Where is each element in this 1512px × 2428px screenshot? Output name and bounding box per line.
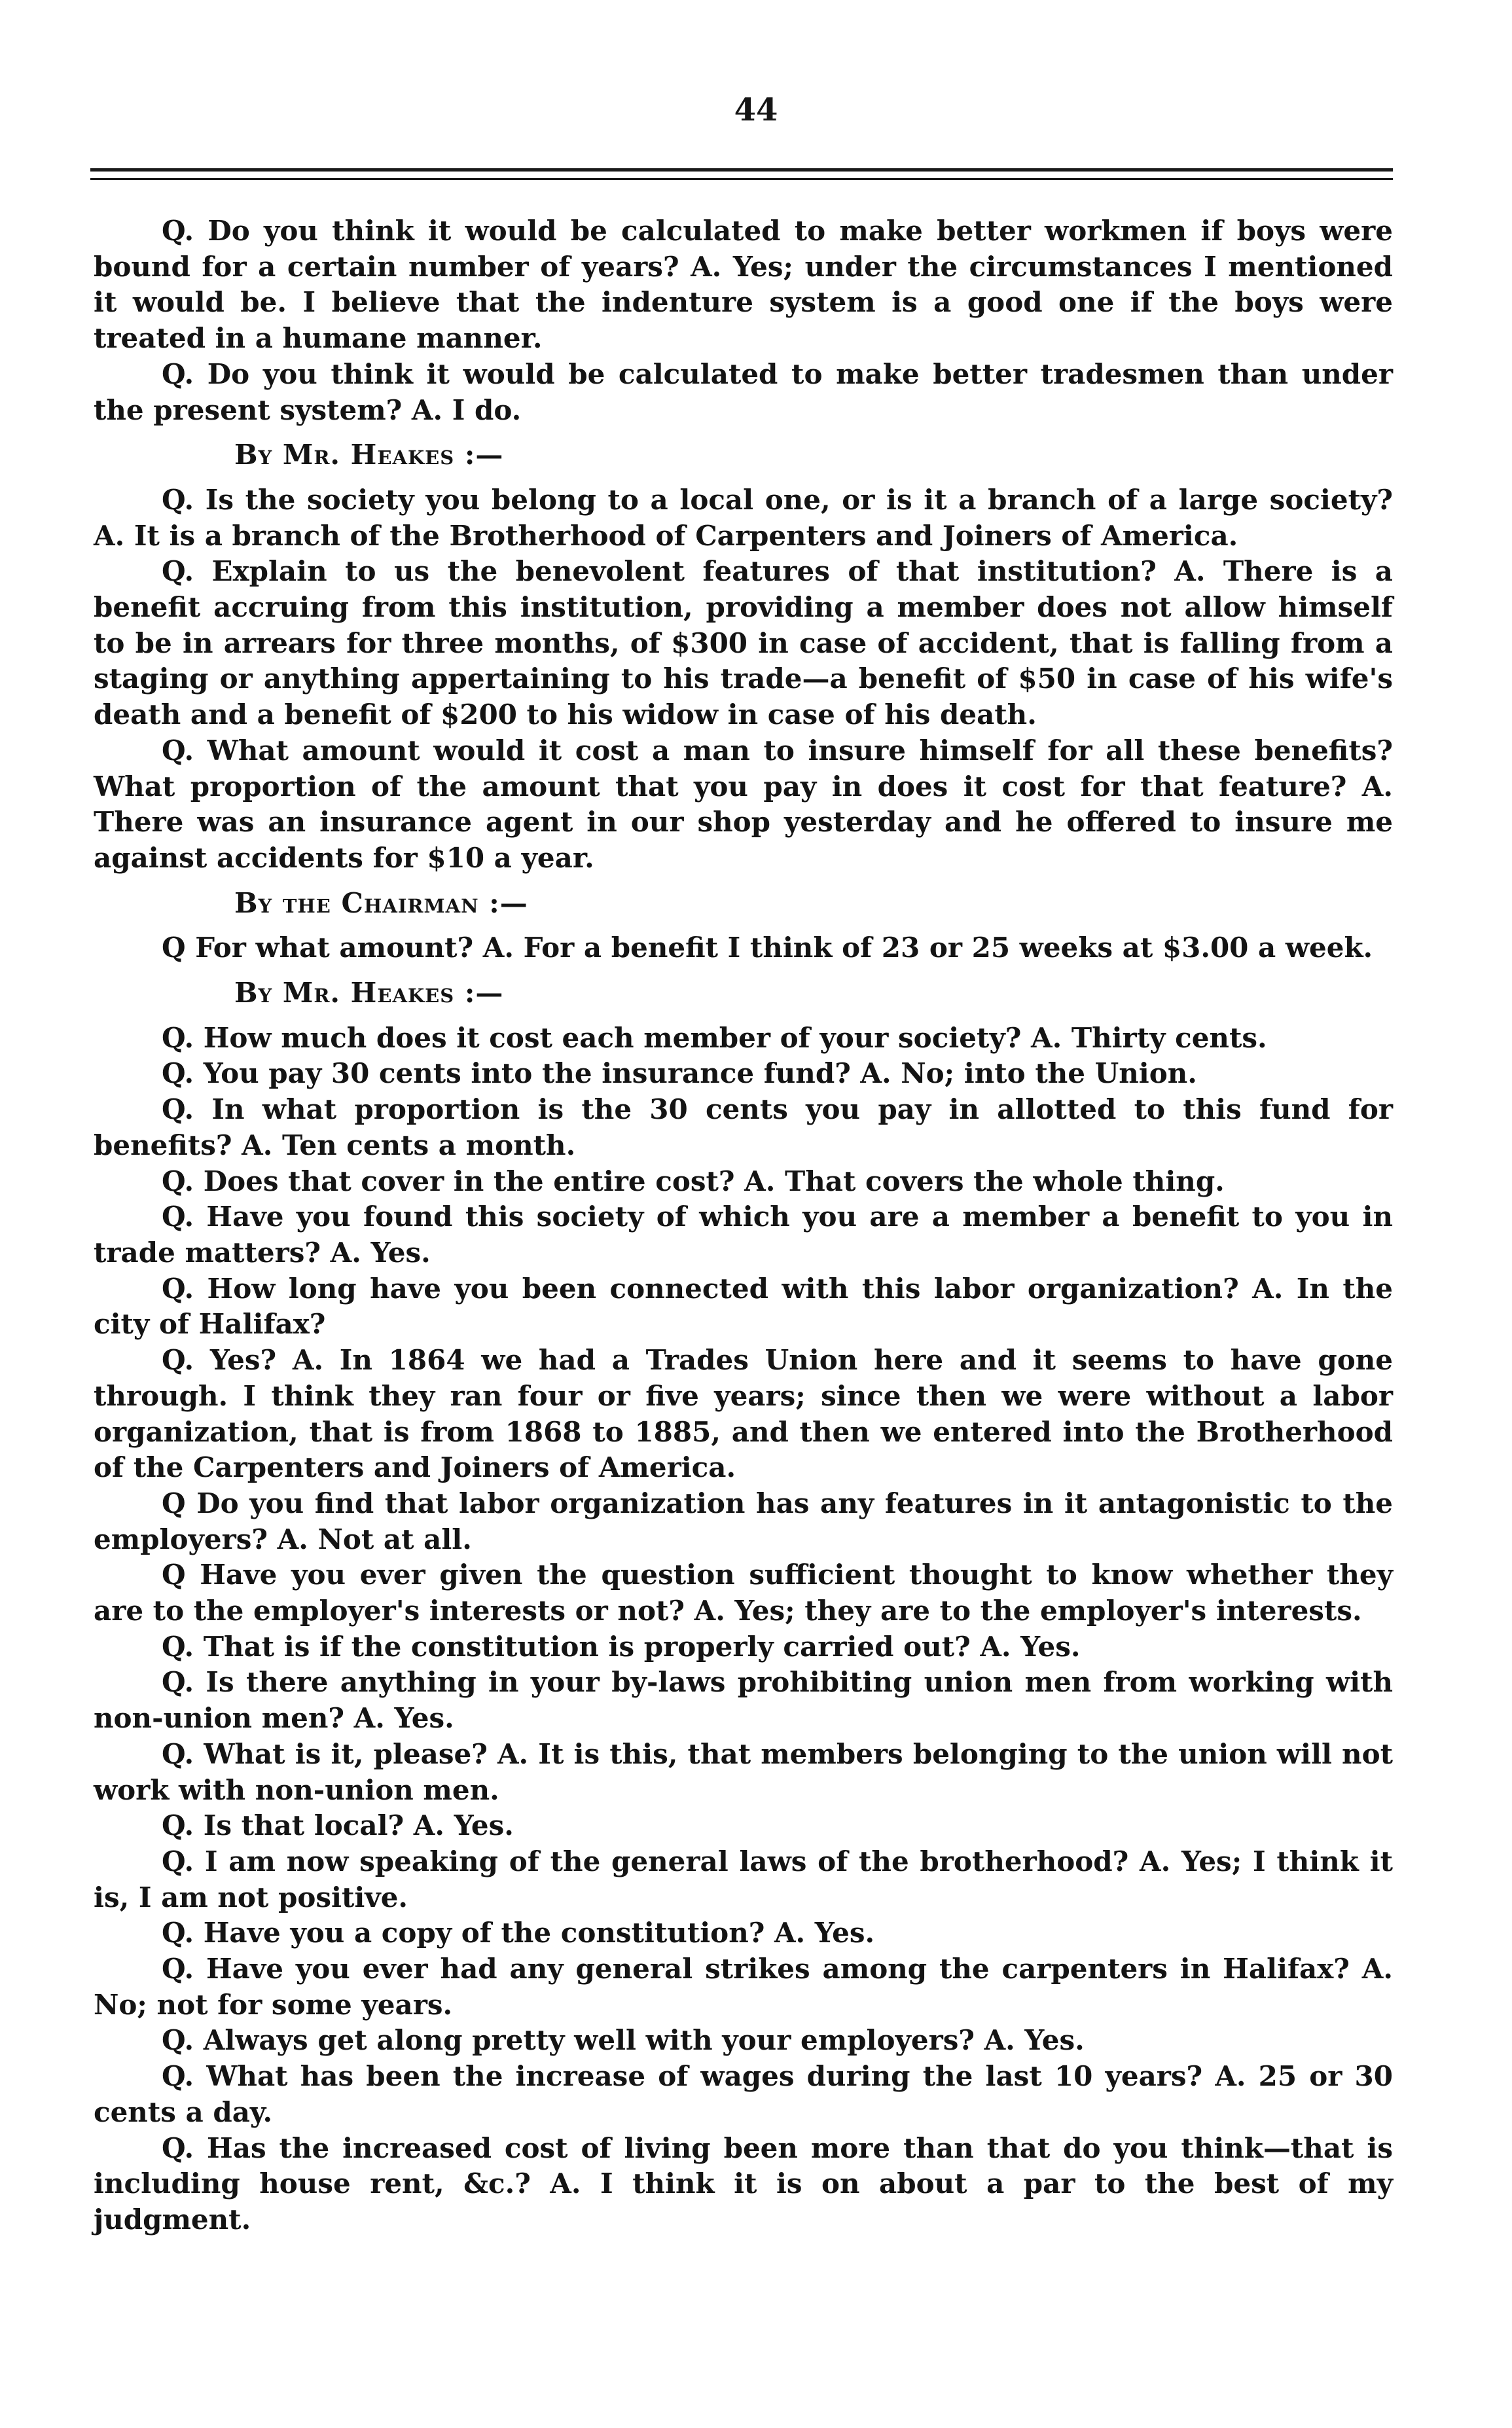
qa-paragraph: Q. How long have you been connected with this labor organization? A. In the city of Halifax? <box>94 1272 1393 1341</box>
qa-paragraph: Q. That is if the constitution is properly carried out? A. Yes. <box>162 1630 1081 1663</box>
speaker-heading: By Mr. Heakes :— <box>234 977 504 1009</box>
qa-paragraph: Q For what amount? A. For a benefit I think of 23 or 25 weeks at $3.00 a week. <box>162 932 1373 964</box>
speaker-heading: By Mr. Heakes :— <box>234 439 504 471</box>
qa-paragraph: Q. Have you found this society of which you are a member a benefit to you in trade matters? A. Yes. <box>94 1201 1393 1269</box>
qa-paragraph: Q. Always get along pretty well with your employers? A. Yes. <box>162 2024 1085 2057</box>
qa-paragraph: Q. What amount would it cost a man to insure himself for all these benefits? What proportion of the amount that you pay in does it cost for that feature? A. There was an insurance agent in our shop yesterday and he offered to insure me against accidents for $10 a year. <box>94 734 1393 874</box>
header-rule <box>90 168 1393 172</box>
qa-paragraph: Q. Yes? A. In 1864 we had a Trades Union here and it seems to have gone through. I think they ran four or five years; since then we were without a labor organization, that is from 1868 to 1885, and then we entered into the Brotherhood of the Carpenters and Joiners of America. <box>94 1344 1393 1484</box>
header-rule-thin <box>90 178 1393 180</box>
qa-paragraph: Q. Is the society you belong to a local one, or is it a branch of a large society? A. It is a branch of the Brotherhood of Carpenters and Joiners of America. <box>94 483 1393 552</box>
qa-paragraph: Q Have you ever given the question sufficient thought to know whether they are to the employer's interests or not? A. Yes; they are to the employer's interests. <box>94 1559 1393 1627</box>
qa-paragraph: Q. Explain to us the benevolent features of that institution? A. There is a benefit accruing from this institution, providing a member does not allow himself to be in arrears for three months, of $300 in case of accident, that is falling from a staging or anything appertaining to his trade—a benefit of $50 in case of his wife's death and a benefit of $200 to his widow in case of his death. <box>94 555 1393 731</box>
qa-paragraph: Q. Do you think it would be calculated to make better tradesmen than under the present system? A. I do. <box>94 357 1393 426</box>
qa-paragraph: Q. What has been the increase of wages during the last 10 years? A. 25 or 30 cents a day. <box>94 2060 1393 2128</box>
speaker-heading: By the Chairman :— <box>234 886 528 919</box>
qa-paragraph: Q. Is there anything in your by-laws prohibiting union men from working with non-union men? A. Yes. <box>94 1666 1393 1735</box>
qa-paragraph: Q. What is it, please? A. It is this, that members belonging to the union will not work with non-union men. <box>94 1737 1393 1806</box>
qa-paragraph: Q. Do you think it would be calculated to make better workmen if boys were bound for a certain number of years? A. Yes; under the circumstances I mentioned it would be. I believe that the indenture system is a good one if the boys were treated in a humane manner. <box>94 215 1393 355</box>
qa-paragraph: Q. Have you ever had any general strikes among the carpenters in Halifax? A. No; not for some years. <box>94 1953 1393 2021</box>
qa-paragraph: Q. I am now speaking of the general laws of the brotherhood? A. Yes; I think it is, I am not positive. <box>94 1845 1393 1913</box>
page-number: 44 <box>734 92 778 128</box>
qa-paragraph: Q. In what proportion is the 30 cents you pay in allotted to this fund for benefits? A. Ten cents a month. <box>94 1093 1393 1161</box>
qa-paragraph: Q. Have you a copy of the constitution? A. Yes. <box>162 1917 875 1949</box>
qa-paragraph: Q Do you find that labor organization has any features in it antagonistic to the employers? A. Not at all. <box>94 1487 1393 1555</box>
qa-paragraph: Q. Is that local? A. Yes. <box>162 1809 514 1842</box>
qa-paragraph: Q. Has the increased cost of living been more than that do you think—that is including house rent, &c.? A. I think it is on about a par to the best of my judgment. <box>94 2131 1393 2236</box>
testimony-body <box>94 213 1393 2238</box>
qa-paragraph: Q. You pay 30 cents into the insurance fund? A. No; into the Union. <box>162 1057 1197 1090</box>
qa-paragraph: Q. Does that cover in the entire cost? A. That covers the whole thing. <box>162 1165 1225 1197</box>
qa-paragraph: Q. How much does it cost each member of your society? A. Thirty cents. <box>162 1021 1267 1054</box>
